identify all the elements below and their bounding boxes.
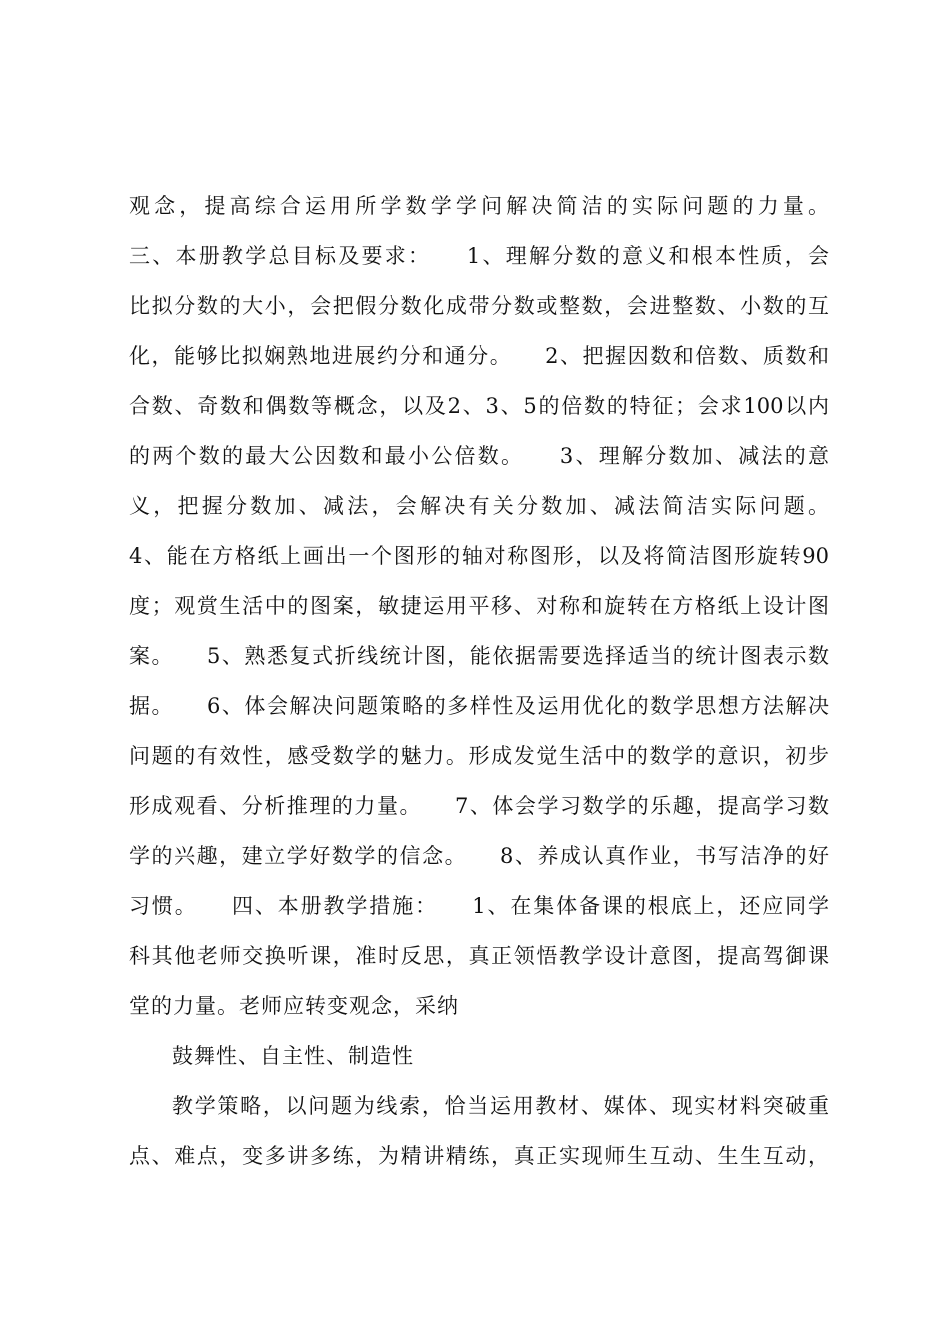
- text-line-8: 4、能在方格纸上画出一个图形的轴对称图形，以及将简洁图形旋转90: [129, 544, 829, 568]
- text-line-18: 鼓舞性、自主性、制造性: [172, 1044, 414, 1068]
- text-line-6: 的两个数的最大公因数和最小公倍数。 3、理解分数加、减法的意: [129, 444, 829, 468]
- text-line-13: 形成观看、分析推理的力量。 7、体会学习数学的乐趣，提高学习数: [129, 794, 829, 818]
- text-line-10: 案。 5、熟悉复式折线统计图，能依据需要选择适当的统计图表示数: [129, 644, 829, 668]
- text-line-16: 科其他老师交换听课，准时反思，真正领悟教学设计意图，提高驾御课: [129, 944, 829, 968]
- text-line-9: 度；观赏生活中的图案，敏捷运用平移、对称和旋转在方格纸上设计图: [129, 594, 829, 618]
- text-line-20: 点、难点，变多讲多练，为精讲精练，真正实现师生互动、生生互动，: [129, 1144, 829, 1168]
- text-line-11: 据。 6、体会解决问题策略的多样性及运用优化的数学思想方法解决: [129, 694, 829, 718]
- text-line-3: 比拟分数的大小，会把假分数化成带分数或整数，会进整数、小数的互: [129, 294, 829, 318]
- text-line-15: 习惯。 四、本册教学措施： 1、在集体备课的根底上，还应同学: [129, 894, 829, 918]
- text-line-5: 合数、奇数和偶数等概念，以及2、3、5的倍数的特征；会求100以内: [129, 394, 829, 418]
- text-line-19: 教学策略，以问题为线索，恰当运用教材、媒体、现实材料突破重: [172, 1094, 829, 1118]
- text-line-12: 问题的有效性，感受数学的魅力。形成发觉生活中的数学的意识，初步: [129, 744, 829, 768]
- text-line-2: 三、本册教学总目标及要求： 1、理解分数的意义和根本性质，会: [129, 244, 829, 268]
- text-line-1: 观念，提高综合运用所学数学学问解决简洁的实际问题的力量。: [129, 194, 829, 218]
- text-line-14: 学的兴趣，建立学好数学的信念。 8、养成认真作业，书写洁净的好: [129, 844, 829, 868]
- text-line-4: 化，能够比拟娴熟地进展约分和通分。 2、把握因数和倍数、质数和: [129, 344, 829, 368]
- text-line-17: 堂的力量。老师应转变观念，采纳: [129, 994, 459, 1018]
- text-line-7: 义，把握分数加、减法，会解决有关分数加、减法简洁实际问题。: [129, 494, 829, 518]
